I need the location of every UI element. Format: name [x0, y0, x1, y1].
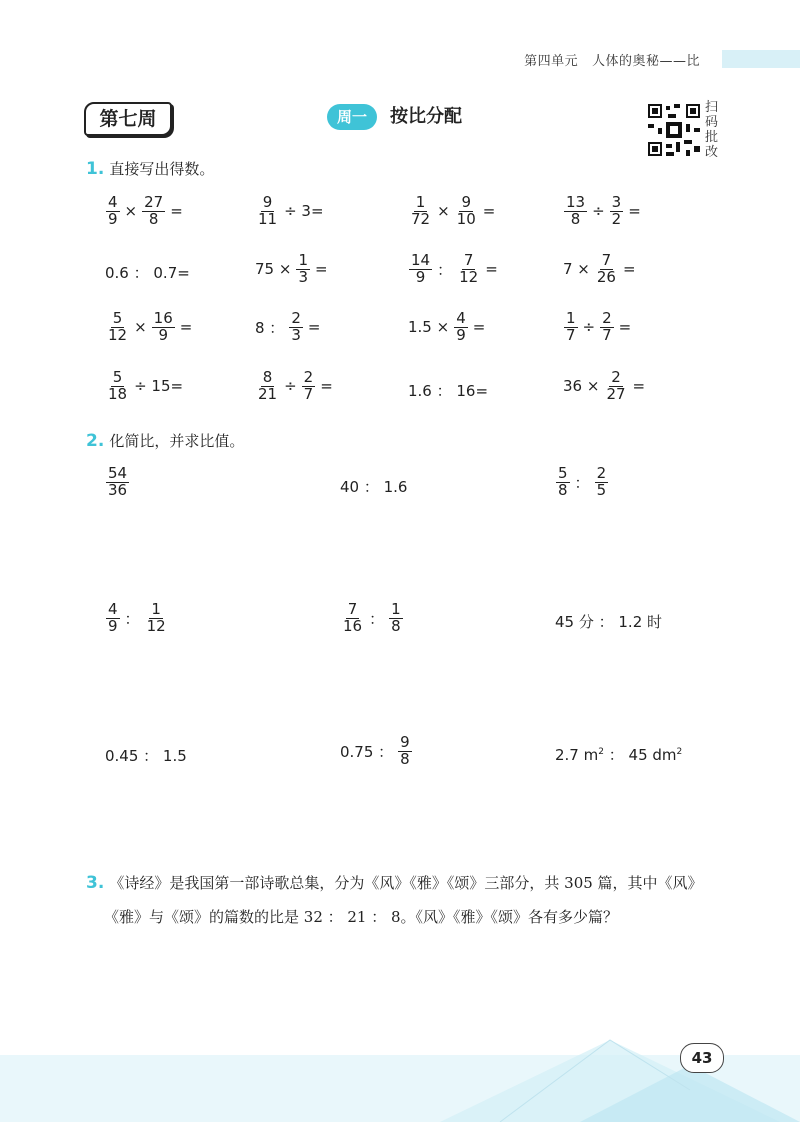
question-2-heading: [86, 430, 244, 451]
lesson-topic: 按比分配: [390, 106, 462, 127]
problem-1-1: $\frac{4}{9}$ × $\frac{27}{8}$ =: [108, 193, 183, 228]
header-band: [722, 50, 800, 68]
question-text: 直接写出得数。: [109, 160, 215, 178]
question-number: 2.: [86, 431, 105, 451]
problem-1-2: $\frac{9}{11}$ ÷ 3=: [258, 193, 324, 228]
ratio-problem-a: $\frac{54}{36}$: [108, 464, 128, 499]
problem-3-2: 8 ： $\frac{2}{3}$ =: [255, 309, 321, 344]
unit-title: 人体的奥秘——比: [591, 54, 700, 69]
question-text-line-1: 《诗经》是我国第一部诗歌总集，分为《风》《雅》《颂》三部分，共 305 篇，其中《风》: [109, 874, 703, 892]
problem-2-4: 7 × $\frac{7}{26}$ =: [563, 251, 636, 286]
ratio-problem-f: 45 分 ： 1.2 时: [555, 613, 663, 631]
question-3: [86, 872, 703, 893]
problem-3-3: 1.5 × $\frac{4}{9}$ =: [408, 309, 486, 344]
running-header: [524, 50, 700, 69]
unit-label: 第四单元: [524, 54, 579, 69]
problem-3-4: $\frac{1}{7}$ ÷ $\frac{2}{7}$ =: [566, 309, 632, 344]
problem-1-4: $\frac{13}{8}$ ÷ $\frac{3}{2}$ =: [566, 193, 641, 228]
question-3-line-2: [104, 906, 618, 927]
ratio-problem-h: 0.75 ： $\frac{9}{8}$: [340, 733, 410, 768]
problem-4-3: 1.6 ： 16=: [408, 382, 489, 400]
question-number: 3.: [86, 873, 105, 893]
qr-code-icon[interactable]: [646, 102, 702, 158]
ratio-problem-d: $\frac{4}{9}$ ： $\frac{1}{12}$: [108, 600, 166, 635]
scan-to-grade-label: 扫 码 批 改: [705, 100, 719, 160]
day-pill: 周一: [327, 104, 377, 130]
problem-2-1: 0.6 ： 0.7=: [105, 264, 190, 282]
problem-4-2: $\frac{8}{21}$ ÷ $\frac{2}{7}$ =: [258, 368, 333, 403]
ratio-problem-e: $\frac{7}{16}$ ： $\frac{1}{8}$: [343, 600, 401, 635]
problem-3-1: $\frac{5}{12}$ × $\frac{16}{9}$ =: [108, 309, 193, 344]
problem-4-4: 36 × $\frac{2}{27}$ =: [563, 368, 646, 403]
week-badge: 第七周: [84, 102, 172, 136]
problem-1-3: $\frac{1}{72}$ × $\frac{9}{10}$ =: [411, 193, 496, 228]
mountain-decoration-icon: [440, 1020, 800, 1122]
ratio-problem-b: 40 ： 1.6: [340, 478, 408, 496]
ratio-problem-g: 0.45 ： 1.5: [105, 747, 187, 765]
problem-2-3: $\frac{14}{9}$ ： $\frac{7}{12}$ =: [411, 251, 498, 286]
problem-4-1: $\frac{5}{18}$ ÷ 15=: [108, 368, 184, 403]
ratio-problem-c: $\frac{5}{8}$ ： $\frac{2}{5}$: [558, 464, 607, 499]
question-text: 化简比，并求比值。: [109, 432, 245, 450]
page-number: 43: [680, 1043, 724, 1073]
ratio-problem-i: 2.7 $m^2$ ： 45 $dm^2$: [555, 746, 683, 764]
problem-2-2: 75 × $\frac{1}{3}$ =: [255, 251, 328, 286]
question-text-line-2: 《雅》与《颂》的篇数的比是 32 ： 21 ： 8。《风》《雅》《颂》各有多少篇？: [104, 908, 619, 926]
question-1-heading: [86, 158, 214, 179]
question-number: 1.: [86, 159, 105, 179]
